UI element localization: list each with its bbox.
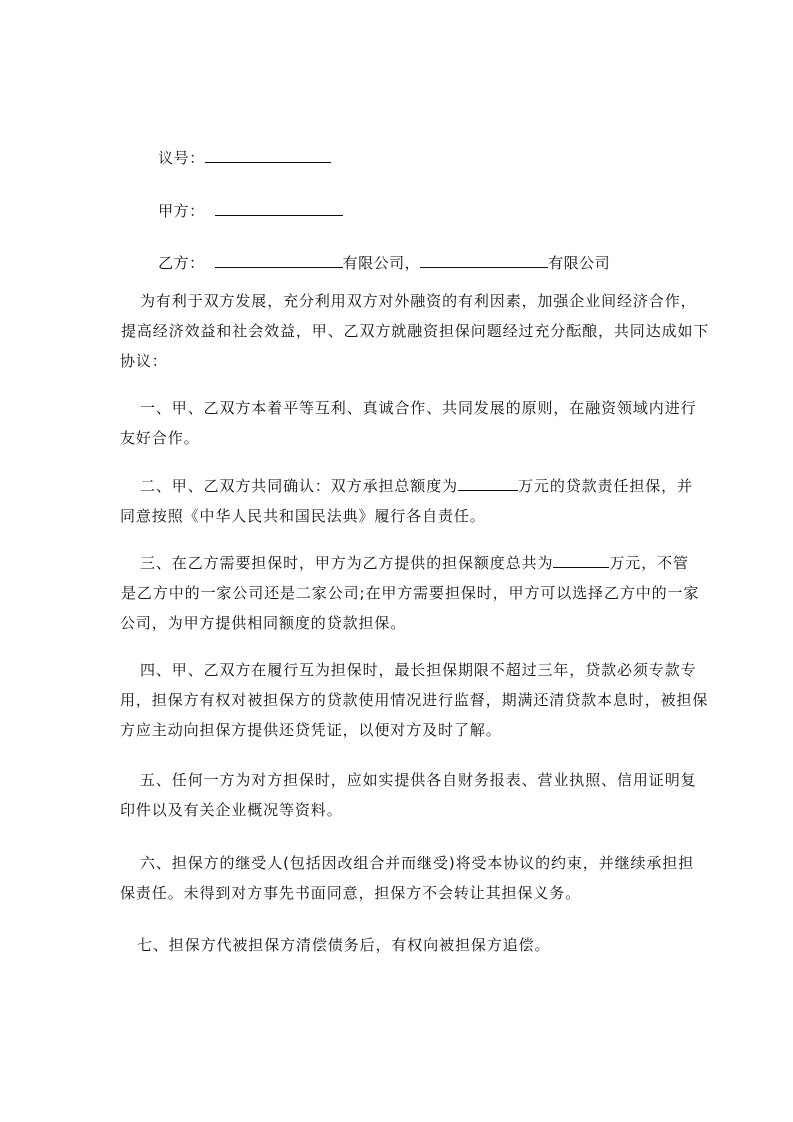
intro-line: 提高经济效益和社会效益，甲、乙双方就融资担保问题经过充分酝酿，共同达成如下 — [121, 322, 710, 340]
clause-line: 七、担保方代被担保方清偿债务后，有权向被担保方追偿。 — [137, 936, 551, 954]
clause-line: 友好合作。 — [120, 429, 200, 447]
clause-line: 六、担保方的继受人(包括因改组合并而继受)将受本协议的约束，并继续承担担 — [140, 854, 695, 872]
clause-3 — [120, 548, 706, 638]
intro-line: 协议： — [120, 352, 168, 370]
clause-line: 是乙方中的一家公司还是二家公司;在甲方需要担保时，甲方可以选择乙方中的一家 — [121, 584, 700, 602]
clause-line: 印件以及有关企业概况等资料。 — [120, 801, 343, 819]
agreement-number-line — [137, 134, 331, 181]
party-b-line — [137, 239, 610, 286]
party-b-company-1-blank — [215, 254, 343, 268]
party-b-company-2-blank — [420, 254, 548, 268]
clause-line: 一、甲、乙双方本着平等互利、真诚合作、共同发展的原则，在融资领域内进行 — [140, 399, 697, 417]
party-a-line — [137, 187, 343, 234]
clause-line: 保责任。未得到对方事先书面同意，担保方不会转让其担保义务。 — [120, 884, 582, 902]
clause-2-suffix: 万元的贷款责任担保，并 — [518, 477, 693, 495]
clause-line: 四、甲、乙双方在履行互为担保时，最长担保期限不超过三年，贷款必须专款专 — [140, 661, 697, 679]
agreement-number-label: 议号： — [158, 149, 205, 167]
agreement-number-blank — [205, 149, 331, 163]
clause-4 — [120, 655, 709, 745]
clause-line: 公司，为甲方提供相同额度的贷款担保。 — [120, 614, 407, 632]
clause-2-prefix: 二、甲、乙双方共同确认：双方承担总额度为 — [140, 477, 459, 495]
clause-line: 五、任何一方为对方担保时，应如实提供各自财务报表、营业执照、信用证明复 — [140, 771, 697, 789]
clause-6 — [120, 848, 706, 908]
clause-3-prefix: 三、在乙方需要担保时，甲方为乙方提供的担保额度总共为 — [140, 554, 554, 572]
clause-1 — [120, 393, 706, 453]
party-a-label: 甲方： — [158, 202, 205, 220]
party-a-blank — [215, 202, 343, 216]
clause-line: 用，担保方有权对被担保方的贷款使用情况进行监督，期满还清贷款本息时，被担保 — [120, 691, 709, 709]
clause-7 — [120, 930, 706, 960]
clause-line — [120, 548, 706, 578]
party-b-company-2-suffix: 有限公司 — [548, 254, 611, 272]
clause-2 — [120, 471, 706, 531]
clause-line: 同意按照《中华人民共和国民法典》履行各自责任。 — [120, 507, 486, 525]
intro-line: 为有利于双方发展，充分利用双方对外融资的有利因素，加强企业间经济合作， — [140, 292, 697, 310]
clause-line — [120, 471, 706, 501]
party-b-company-1-suffix: 有限公司， — [342, 254, 421, 272]
clause-3-suffix: 万元，不管 — [609, 554, 689, 572]
intro-paragraph — [120, 286, 710, 376]
party-b-label: 乙方： — [158, 254, 205, 272]
total-amount-blank — [458, 477, 518, 491]
guarantee-amount-blank — [553, 554, 609, 568]
clause-line: 方应主动向担保方提供还贷凭证，以便对方及时了解。 — [120, 721, 502, 739]
clause-5 — [120, 765, 706, 825]
